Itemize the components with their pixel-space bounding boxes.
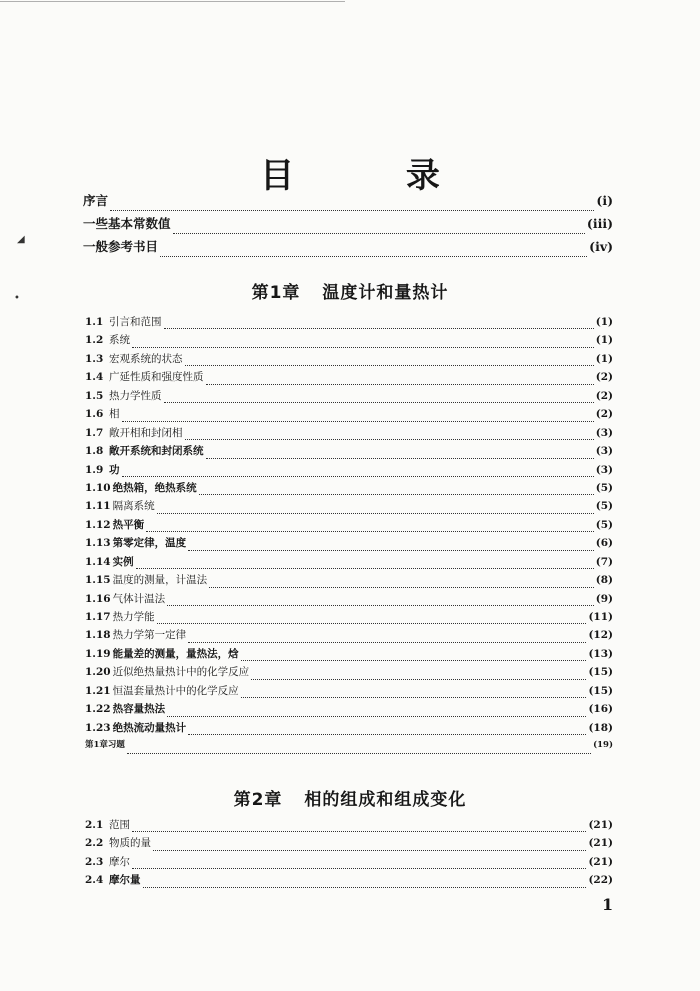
- toc-entry[interactable]: [85, 609, 613, 627]
- dot-leader: [206, 452, 594, 459]
- toc-entry[interactable]: [85, 664, 613, 682]
- section-title: 热力学第一定律: [112, 629, 187, 642]
- toc-entry-page: (5): [595, 481, 613, 494]
- toc-entry[interactable]: [85, 683, 613, 701]
- toc-entry-label: [85, 683, 239, 698]
- toc-entry-label: [85, 854, 130, 869]
- toc-entry-label: [85, 462, 120, 477]
- section-number: 1.1: [85, 316, 104, 328]
- section-title: 隔离系统: [112, 500, 155, 513]
- section-number: 1.13: [85, 537, 111, 550]
- section-title: 热容量热法: [112, 703, 166, 716]
- section-number: 1.22: [85, 703, 111, 716]
- section-title: 近似绝热量热计中的化学反应: [112, 666, 250, 679]
- dot-leader: [132, 862, 586, 869]
- dot-leader: [157, 617, 587, 624]
- page-number: 1: [602, 895, 614, 914]
- dot-leader: [188, 728, 586, 735]
- toc-entry-page: (2): [595, 389, 613, 402]
- front-matter-list: [83, 191, 613, 260]
- dot-leader: [122, 470, 594, 477]
- section-number: 2.2: [85, 837, 104, 850]
- toc-entry-page: (1): [595, 334, 613, 347]
- toc-entry-page: (3): [595, 445, 613, 458]
- toc-entry-page: (19): [593, 740, 613, 751]
- section-title: 温度的测量，计温法: [112, 574, 208, 587]
- toc-entry[interactable]: [85, 854, 613, 872]
- toc-entry-label: [85, 332, 130, 347]
- toc-entry-label: [85, 609, 155, 624]
- toc-entry[interactable]: [85, 498, 613, 516]
- dot-leader: [251, 673, 586, 680]
- section-number: 1.6: [85, 408, 104, 421]
- toc-entry-label: [85, 351, 183, 366]
- toc-entry-page: (2): [595, 371, 613, 384]
- toc-entry-page: (21): [588, 855, 613, 868]
- section-number: 1.10: [85, 481, 111, 494]
- section-number: 1.8: [85, 445, 104, 458]
- section-number: 1.21: [85, 684, 111, 697]
- section-title: 敞开相和封闭相: [109, 426, 183, 439]
- dot-leader: [167, 710, 586, 717]
- dot-leader: [160, 250, 587, 257]
- toc-entry-references[interactable]: [83, 237, 613, 260]
- section-title: 第零定律，温度: [112, 537, 187, 550]
- toc-entry-page: (3): [595, 426, 613, 439]
- toc-entry-label: [85, 443, 204, 458]
- dot-leader: [188, 636, 586, 643]
- section-title: 绝热箱，绝热系统: [112, 481, 197, 494]
- toc-entry-label: [85, 872, 141, 887]
- section-title: 范围: [109, 819, 130, 831]
- dot-leader: [199, 488, 594, 495]
- section-number: 1.15: [85, 574, 111, 587]
- toc-entry[interactable]: [85, 720, 613, 738]
- section-number: 1.20: [85, 666, 111, 679]
- section-number: 1.2: [85, 334, 104, 347]
- dot-leader: [241, 691, 587, 698]
- toc-entry-label: [85, 535, 186, 550]
- section-number: 1.23: [85, 721, 111, 734]
- section-number: 1.9: [85, 463, 104, 476]
- dot-leader: [167, 599, 594, 606]
- toc-entry[interactable]: [85, 443, 613, 461]
- toc-entry-constants[interactable]: [83, 214, 613, 237]
- toc-entry-label: [85, 388, 162, 403]
- toc-entry-label: [85, 591, 165, 606]
- dot-leader: [127, 747, 591, 754]
- toc-entry-label: [85, 425, 183, 440]
- section-title: 广延性质和强度性质: [109, 371, 204, 384]
- section-title: 相: [109, 408, 120, 421]
- toc-entry-page: (11): [588, 611, 613, 623]
- toc-entry-page: (iii): [586, 216, 613, 231]
- toc-entry[interactable]: [85, 535, 613, 553]
- toc-entry-label: 一般参考书目: [83, 239, 159, 254]
- dot-leader: [122, 415, 594, 422]
- toc-entry-page: (7): [595, 555, 613, 568]
- toc-entry-label: [85, 817, 130, 832]
- toc-entry-preface[interactable]: [83, 191, 613, 214]
- toc-entry[interactable]: [85, 332, 613, 350]
- section-title: 摩尔: [109, 855, 130, 868]
- section-number: 1.19: [85, 647, 111, 660]
- chapter-2-heading: [0, 785, 700, 810]
- toc-entry[interactable]: [85, 314, 613, 332]
- toc-entry[interactable]: [85, 351, 613, 369]
- toc-entry-page: (9): [595, 592, 613, 605]
- toc-entry-label: [85, 701, 165, 716]
- toc-entry-page: (1): [595, 352, 613, 365]
- toc-entry-page: (2): [595, 408, 613, 421]
- section-title: 气体计温法: [112, 592, 166, 605]
- toc-entry-label: [85, 517, 144, 532]
- toc-entry[interactable]: [85, 388, 613, 406]
- dot-leader: [164, 396, 594, 403]
- section-title: 敞开系统和封闭系统: [109, 445, 204, 458]
- dot-leader: [188, 544, 594, 551]
- chapter-number: 第2章: [233, 790, 283, 810]
- toc-entry-label: [85, 627, 186, 642]
- toc-entry-page: (18): [588, 721, 613, 734]
- scan-speck: •: [14, 293, 20, 304]
- toc-entry-page: (5): [595, 518, 613, 531]
- dot-leader: [146, 525, 594, 532]
- section-title: 摩尔量: [109, 874, 141, 887]
- toc-entry-page: (21): [588, 819, 613, 831]
- section-title: 第1章习题: [85, 740, 125, 751]
- toc-entry-label: [85, 406, 120, 421]
- toc-entry-label: [85, 646, 239, 661]
- section-title: 引言和范围: [109, 316, 162, 328]
- section-title: 热力学能: [112, 611, 155, 623]
- section-title: 恒温套量热计中的化学反应: [112, 684, 239, 697]
- dot-leader: [206, 378, 594, 385]
- toc-entry[interactable]: [85, 627, 613, 645]
- section-title: 绝热流动量热计: [112, 721, 187, 734]
- section-number: 1.3: [85, 352, 104, 365]
- section-number: 1.12: [85, 518, 111, 531]
- section-title: 物质的量: [109, 837, 151, 850]
- toc-entry-label: 序言: [83, 193, 109, 208]
- dot-leader: [132, 341, 594, 348]
- toc-entry[interactable]: [85, 425, 613, 443]
- section-number: 1.5: [85, 389, 104, 402]
- toc-entry[interactable]: [85, 406, 613, 424]
- toc-entry-page: (iv): [589, 239, 613, 254]
- toc-entry[interactable]: [85, 835, 613, 853]
- section-number: 1.14: [85, 555, 111, 568]
- toc-entry-label: [85, 664, 249, 679]
- toc-entry-page: (16): [588, 703, 613, 716]
- toc-entry-label: [85, 835, 151, 850]
- section-number: 1.4: [85, 371, 104, 384]
- scan-speck: ◢: [17, 234, 25, 245]
- scan-edge-line: [0, 1, 345, 2]
- dot-leader: [209, 581, 594, 588]
- toc-entry-page: (13): [588, 647, 613, 660]
- toc-entry[interactable]: [85, 572, 613, 590]
- dot-leader: [241, 654, 587, 661]
- toc-entry-page: (8): [595, 574, 613, 587]
- toc-entry-label: [85, 554, 134, 569]
- chapter-1-heading: [0, 278, 700, 303]
- toc-entry-label: [85, 480, 197, 495]
- section-number: 1.18: [85, 629, 111, 642]
- toc-entry[interactable]: [85, 701, 613, 719]
- dot-leader: [132, 825, 586, 832]
- toc-entry-label: [85, 738, 125, 750]
- section-number: 2.4: [85, 874, 104, 887]
- dot-leader: [173, 227, 585, 234]
- toc-entry-page: (i): [596, 193, 613, 208]
- toc-entry[interactable]: [85, 872, 613, 890]
- toc-entry-page: (5): [595, 500, 613, 513]
- toc-entry-label: [85, 314, 162, 329]
- section-title: 实例: [112, 555, 134, 568]
- dot-leader: [153, 844, 586, 851]
- section-number: 2.1: [85, 819, 104, 831]
- page-title: 目 录: [260, 156, 490, 196]
- section-number: 1.7: [85, 426, 104, 439]
- section-title: 宏观系统的状态: [109, 352, 183, 365]
- toc-entry-label: 一些基本常数值: [83, 216, 171, 231]
- toc-entry[interactable]: [85, 369, 613, 387]
- toc-entry-label: [85, 369, 204, 384]
- dot-leader: [143, 881, 587, 888]
- toc-entry-page: (1): [595, 316, 613, 328]
- toc-entry-page: (21): [588, 837, 613, 850]
- toc-entry[interactable]: [85, 480, 613, 498]
- section-title: 功: [109, 463, 120, 476]
- toc-entry[interactable]: [85, 738, 613, 756]
- section-title: 系统: [109, 334, 130, 347]
- chapter-title: 温度计和量热计: [322, 283, 449, 303]
- toc-entry-page: (3): [595, 463, 613, 476]
- dot-leader: [164, 322, 594, 329]
- toc-entry-page: (12): [588, 629, 613, 642]
- toc-entry[interactable]: [85, 462, 613, 480]
- chapter-1-entries: [85, 314, 613, 757]
- toc-entry-page: (15): [588, 684, 613, 697]
- dot-leader: [185, 359, 594, 366]
- chapter-number: 第1章: [251, 283, 301, 303]
- toc-entry-page: (6): [595, 537, 613, 550]
- chapter-2-entries: [85, 817, 613, 891]
- section-number: 1.11: [85, 500, 111, 513]
- dot-leader: [157, 507, 594, 514]
- toc-entry-label: [85, 572, 207, 587]
- section-title: 能量差的测量，量热法，焓: [112, 647, 239, 660]
- toc-entry-page: (22): [588, 874, 613, 887]
- toc-entry-page: (15): [588, 666, 613, 679]
- section-title: 热平衡: [112, 518, 145, 531]
- toc-entry[interactable]: [85, 817, 613, 835]
- section-title: 热力学性质: [109, 389, 162, 402]
- toc-entry-label: [85, 498, 155, 513]
- section-number: 1.17: [85, 611, 111, 623]
- toc-entry[interactable]: [85, 554, 613, 572]
- toc-entry[interactable]: [85, 591, 613, 609]
- chapter-title: 相的组成和组成变化: [304, 790, 467, 810]
- dot-leader: [136, 562, 594, 569]
- toc-entry-label: [85, 720, 186, 735]
- dot-leader: [185, 433, 594, 440]
- toc-entry[interactable]: [85, 646, 613, 664]
- toc-entry[interactable]: [85, 517, 613, 535]
- section-number: 1.16: [85, 592, 111, 605]
- section-number: 2.3: [85, 855, 104, 868]
- dot-leader: [110, 204, 594, 211]
